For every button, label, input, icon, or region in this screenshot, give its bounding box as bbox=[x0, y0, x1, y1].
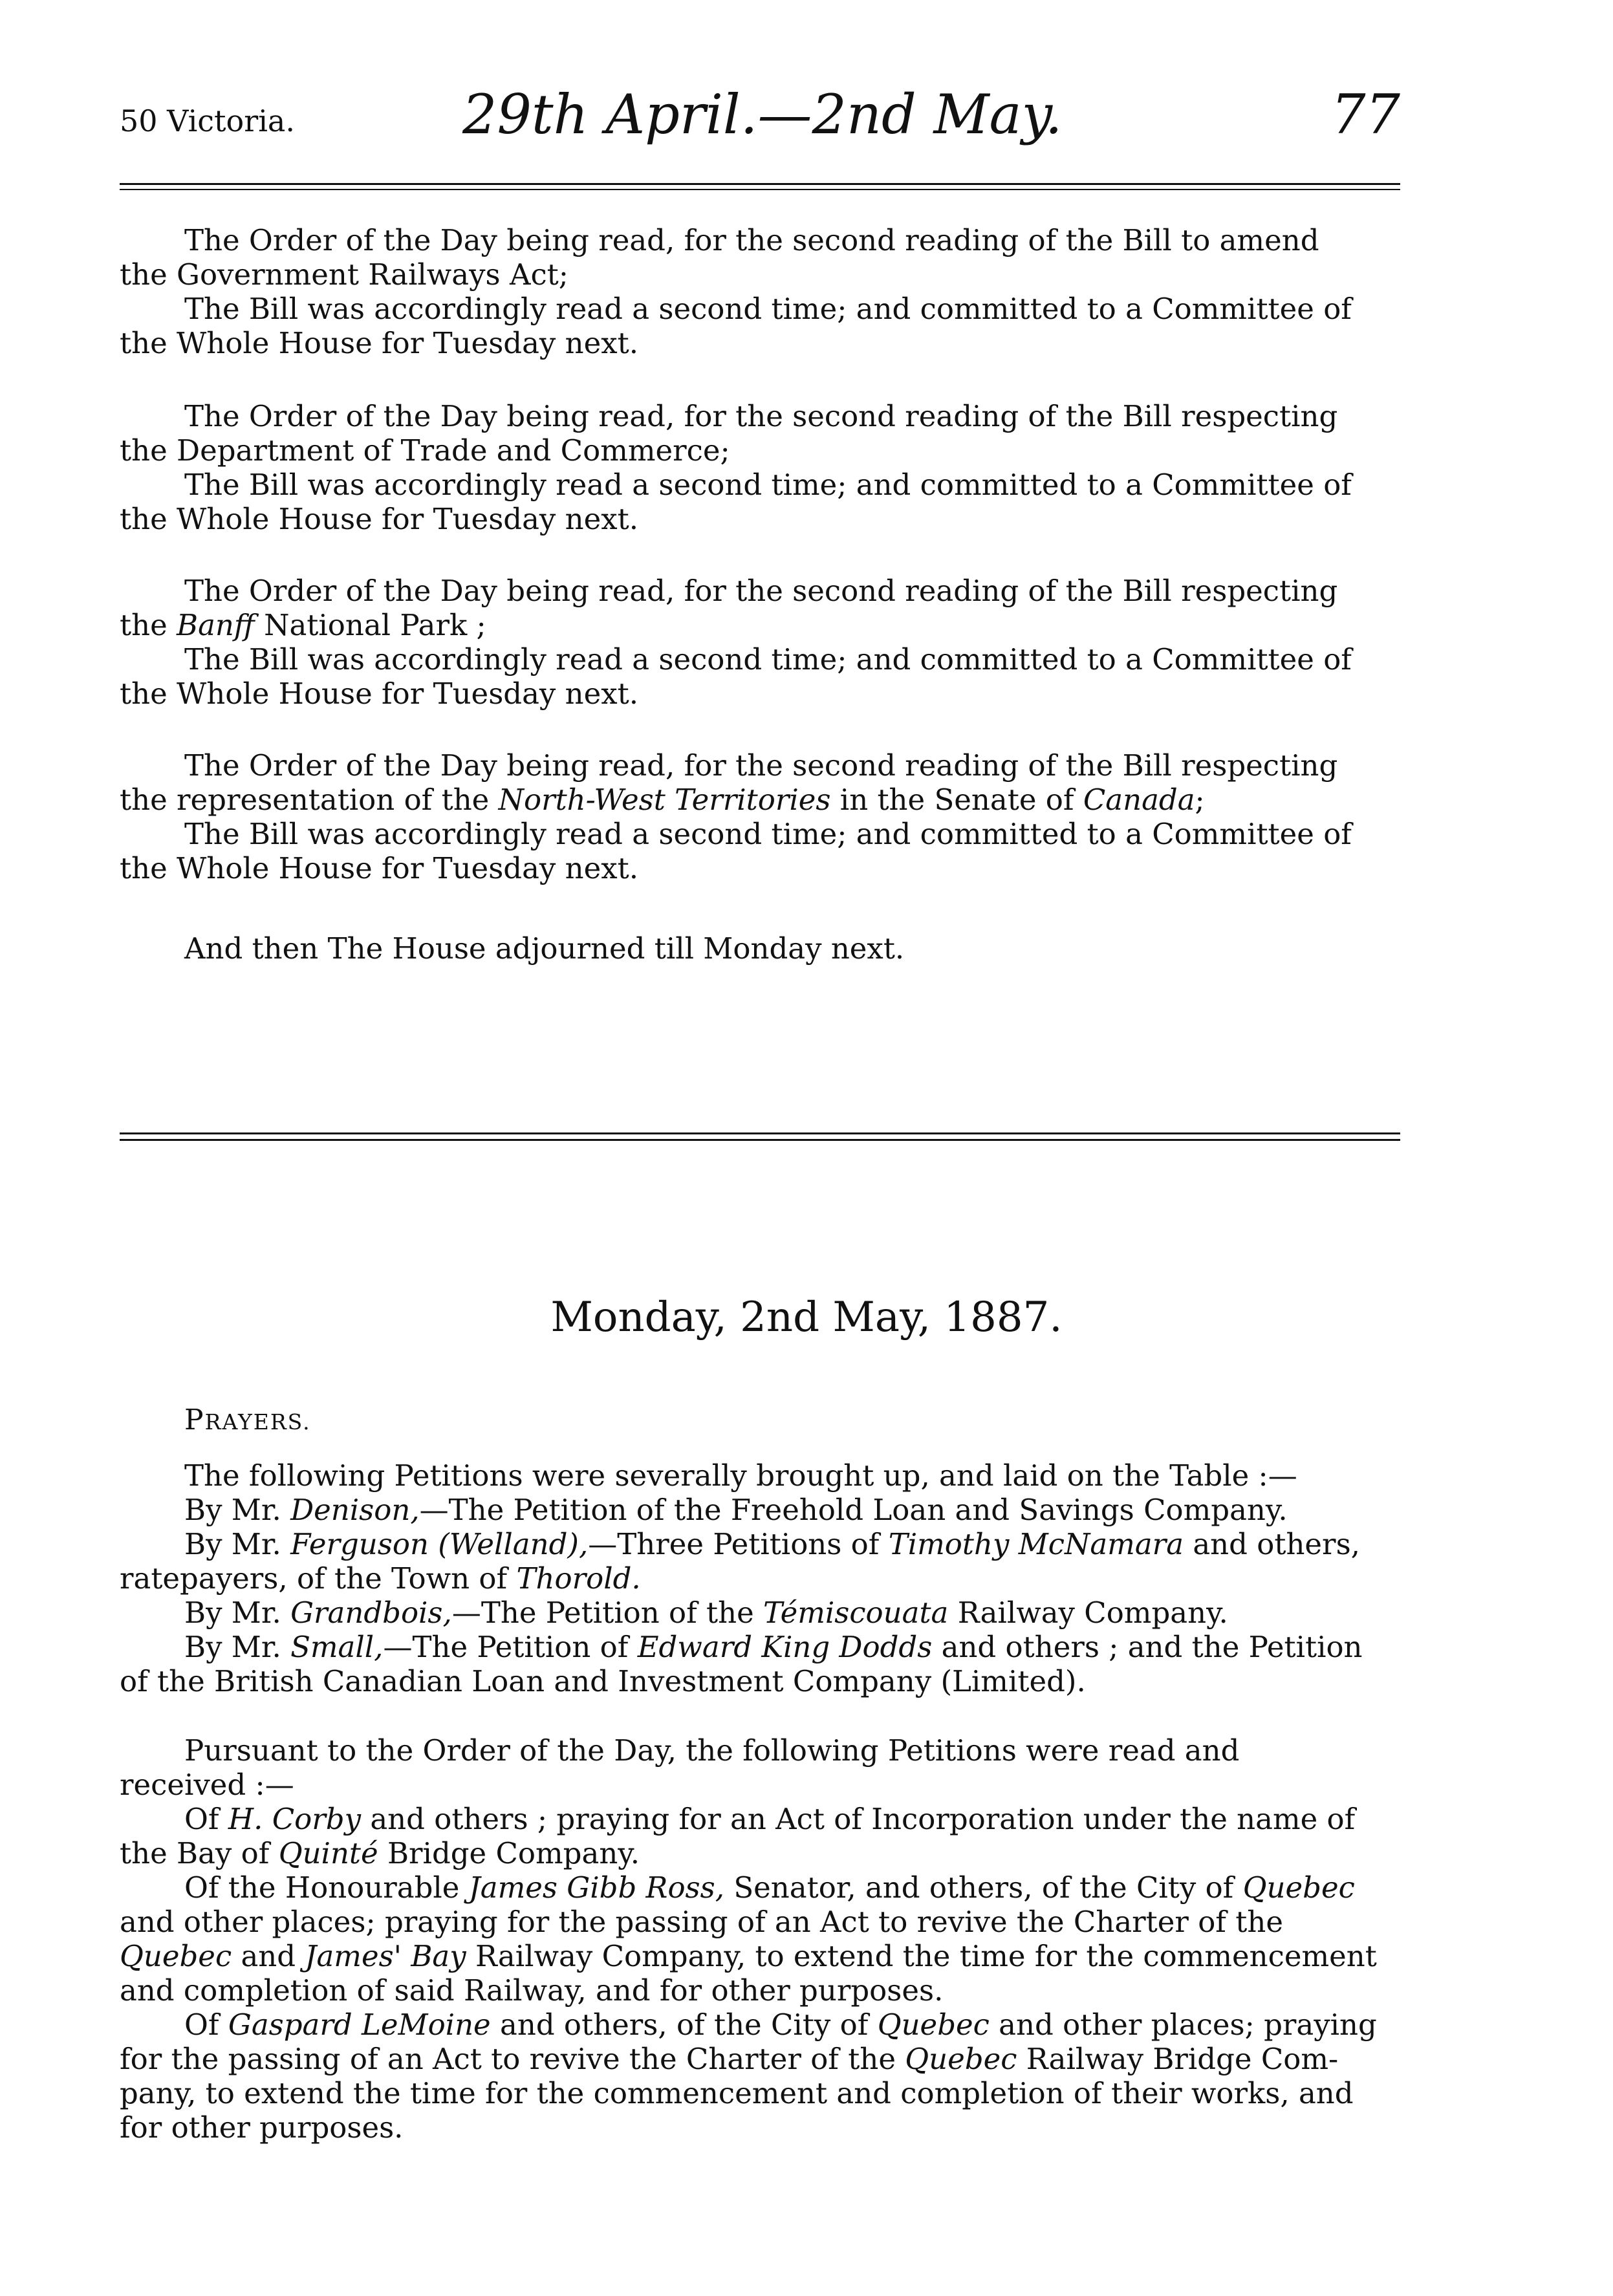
date-range-title: 29th April.—2nd May. bbox=[462, 83, 1063, 146]
petitions-received: Pursuant to the Order of the Day, the following Petitions were read and received :— Of H. Corby and others ; praying for an Act of Incorporation under the name of the Bay of Quinté Bridge Company. Of the Honourable James Gibb Ross, Senator, and others, of the City of Quebec and other places; praying for the passing of an Act to revive the Charter of the Quebec and James' Bay Railway Company, to extend the time for the commencement and completion of said Railway, and for other purposes. Of Gaspard LeMoine and others, of the City of Quebec and other places; praying for the passing of an Act to revive the Charter of the Quebec Railway Bridge Com- pany, to extend the time for the commencement and completion of their works, and for other purposes. bbox=[120, 1733, 1400, 2145]
section-rule-second bbox=[120, 1139, 1400, 1141]
order-paragraph: The Order of the Day being read, for the second reading of the Bill respecting the Banff National Park ; The Bill was accordingly read a second time; and committed to a Committee of the Whole House for Tuesday next. bbox=[120, 574, 1352, 711]
list-item: Of H. Corby and others ; praying for an Act of Incorporation under the name of bbox=[184, 1802, 1356, 1836]
order-paragraph: The Order of the Day being read, for the second reading of the Bill respecting the representation of the North-West Territories in the Senate of Canada; The Bill was accordingly read a second time; and committed to a Committee of the Whole House for Tuesday next. bbox=[120, 748, 1352, 885]
order-paragraph: The Order of the Day being read, for the second reading of the Bill respecting the Department of Trade and Commerce; The Bill was accordingly read a second time; and committed to a Committee of the Whole House for Tuesday next. bbox=[120, 399, 1352, 536]
running-header bbox=[120, 83, 1400, 154]
petitions-presented: The following Petitions were severally brought up, and laid on the Table :— By Mr. Denison,—The Petition of the Freehold Loan and Savings Company. By Mr. Ferguson (Welland),—Three Petitions of Timothy McNamara and others, ratepayers, of the Town of Thorold. By Mr. Grandbois,—The Petition of the Témiscouata Railway Company. By Mr. Small,—The Petition of Edward King Dodds and others ; and the Petition of the British Canadian Loan and Investment Company (Limited). bbox=[120, 1458, 1400, 1698]
list-item: By Mr. Grandbois,—The Petition of the Témiscouata Railway Company. bbox=[184, 1596, 1228, 1630]
prayers-heading: PRAYERS. bbox=[184, 1403, 311, 1436]
header-rule bbox=[120, 183, 1400, 185]
list-item: Of the Honourable James Gibb Ross, Senator, and others, of the City of Quebec bbox=[184, 1870, 1355, 1905]
header-rule-inner bbox=[120, 189, 1400, 190]
list-item: By Mr. Denison,—The Petition of the Freehold Loan and Savings Company. bbox=[184, 1493, 1288, 1527]
sitting-date-heading: Monday, 2nd May, 1887. bbox=[550, 1294, 1063, 1341]
page-number: 77 bbox=[1331, 83, 1400, 146]
session-label: 50 Victoria. bbox=[120, 103, 295, 138]
adjournment-line: And then The House adjourned till Monday next. bbox=[184, 931, 905, 966]
order-paragraph: The Order of the Day being read, for the second reading of the Bill to amend the Government Railways Act; The Bill was accordingly read a second time; and committed to a Committee of the Whole House for Tuesday next. bbox=[120, 223, 1352, 360]
list-item: By Mr. Small,—The Petition of Edward King Dodds and others ; and the Petition bbox=[184, 1630, 1363, 1664]
list-item: By Mr. Ferguson (Welland),—Three Petitions of Timothy McNamara and others, bbox=[184, 1527, 1360, 1561]
list-item: Of Gaspard LeMoine and others, of the City of Quebec and other places; praying bbox=[184, 2008, 1377, 2042]
section-rule bbox=[120, 1132, 1400, 1134]
